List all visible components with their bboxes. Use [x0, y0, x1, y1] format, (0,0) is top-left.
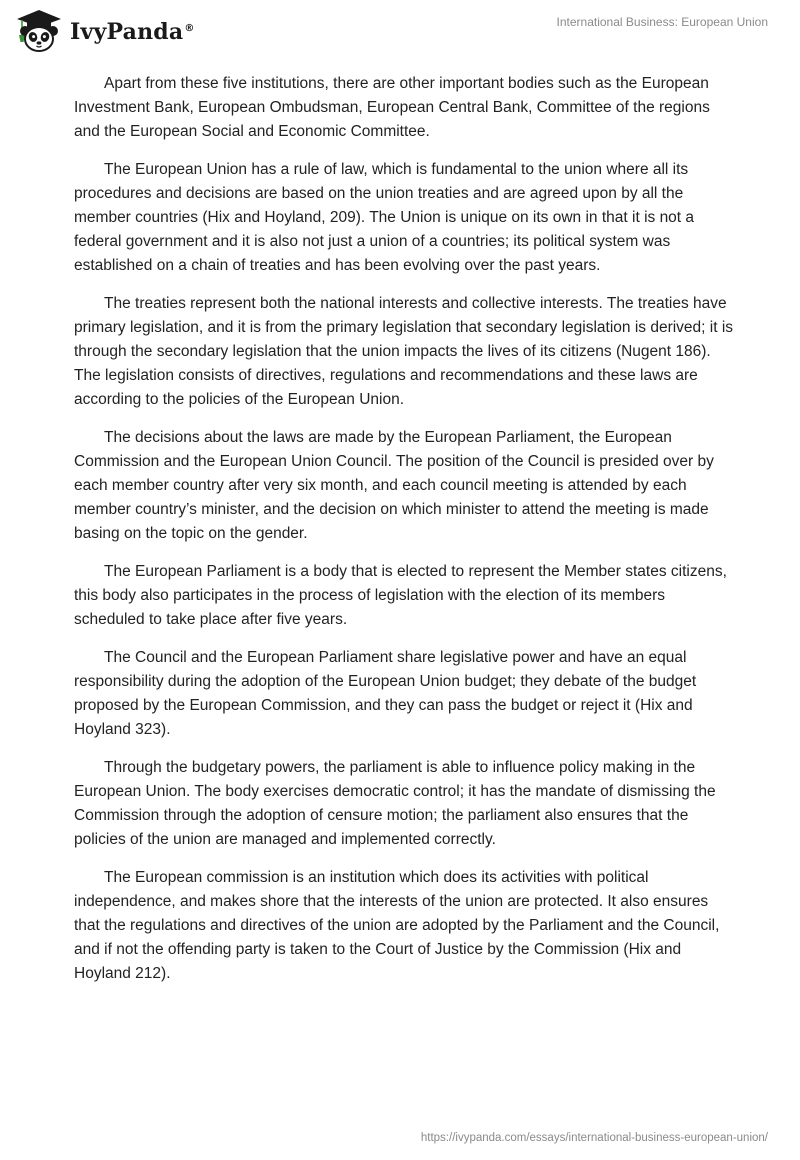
brand-logo[interactable] — [14, 8, 195, 54]
panda-graduate-logo-icon — [14, 8, 64, 54]
page-header — [0, 0, 800, 62]
essay-paragraph: Apart from these five institutions, there are other important bodies such as the European Investment Bank, European Ombudsman, European Central Bank, Committee of the regions and the European Social and Economic Committee. — [74, 75, 710, 140]
essay-paragraph: The European Parliament is a body that is elected to represent the Member states citizens, this body also participates in the process of legislation with the election of its members scheduled to take place after five years. — [74, 563, 727, 628]
essay-paragraph: The decisions about the laws are made by the European Parliament, the European Commission and the European Union Council. The position of the Council is presided over by each member country after very six month, and each council meeting is attended by each member country’s minister, and the decision on which minister to attend the meeting is made basing on the topic on the gender. — [74, 429, 714, 542]
essay-paragraph: The treaties represent both the national interests and collective interests. The treaties have primary legislation, and it is from the primary legislation that secondary legislation is derived; it is through the secondary legislation that the union impacts the lives of its citizens (Nugent 186). The legislation consists of directives, regulations and recommendations and these laws are according to the policies of the European Union. — [74, 295, 734, 408]
essay-paragraph: The European Union has a rule of law, which is fundamental to the union where all its procedures and decisions are based on the union treaties and are agreed upon by all the member countries (Hix and Hoyland, 209). The Union is unique on its own in that it is not a federal government and it is also not just a union of a countries; its political system was established on a chain of treaties and has been evolving over the past years. — [74, 161, 695, 274]
essay-body — [74, 72, 734, 1000]
essay-paragraph: The Council and the European Parliament share legislative power and have an equal responsibility during the adoption of the European Union budget; they debate of the budget proposed by the European Commission, and they can pass the budget or reject it (Hix and Hoyland 323). — [74, 649, 697, 738]
source-url[interactable]: https://ivypanda.com/essays/international-business-european-union/ — [420, 1132, 768, 1144]
document-title: International Business: European Union — [556, 15, 768, 29]
brand-name: IvyPanda® — [70, 19, 195, 45]
essay-paragraph: Through the budgetary powers, the parliament is able to influence policy making in the European Union. The body exercises democratic control; it has the mandate of dismissing the Commission through the adoption of censure motion; the parliament also ensures that the policies of the union are managed and implemented correctly. — [74, 759, 716, 848]
essay-paragraph: The European commission is an institution which does its activities with political independence, and makes shore that the interests of the union are protected. It also ensures that the regulations and directives of the union are adopted by the Parliament and the Council, and if not the offending party is taken to the Court of Justice by the Commission (Hix and Hoyland 212). — [74, 869, 720, 982]
